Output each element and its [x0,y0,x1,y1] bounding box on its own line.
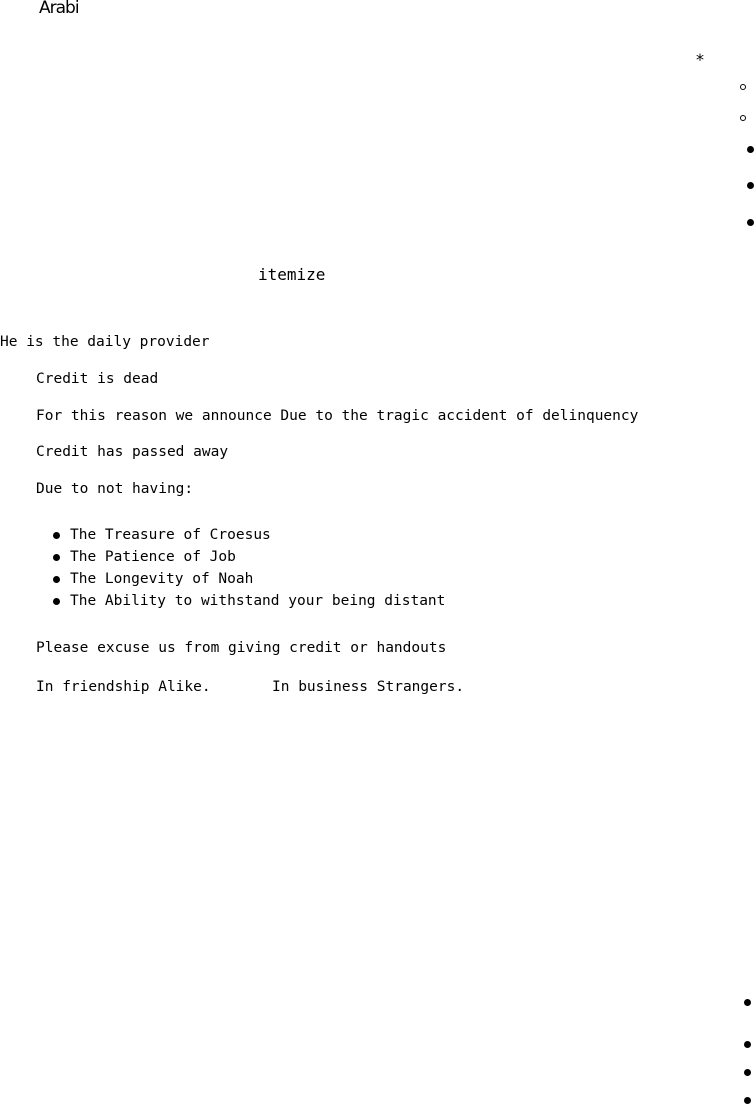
list-item [53,527,445,549]
bullet-icon [53,598,60,605]
margin-open-circle-icon [740,84,746,90]
document-heading: itemize [258,265,326,284]
closing-line: Please excuse us from giving credit or handouts [36,640,447,656]
list-item [53,571,445,593]
margin-bullet-icon [744,1069,751,1076]
margin-bullet-icon [747,182,754,189]
bullet-icon [53,576,60,583]
bullet-icon [53,532,60,539]
reasons-list [53,527,445,615]
list-item [53,549,445,571]
margin-open-circle-icon [740,115,746,121]
margin-bullet-icon [744,999,751,1006]
list-item [53,593,445,615]
signoff-right: In business Strangers. [272,679,465,695]
body-line: Credit is dead [36,371,159,387]
margin-bullet-icon [747,146,754,153]
margin-bullet-icon [747,219,754,226]
signoff-left: In friendship Alike. [36,679,211,695]
page-header: Arabi [39,0,79,18]
list-item-text: The Treasure of Croesus [70,527,271,543]
margin-bullet-icon [744,1097,751,1104]
body-line: Due to not having: [36,481,194,497]
body-line: For this reason we announce Due to the tragic accident of delinquency [36,408,639,424]
list-item-text: The Longevity of Noah [70,571,254,587]
margin-bullet-icon [744,1041,751,1048]
opening-line: He is the daily provider [0,334,210,350]
body-line: Credit has passed away [36,444,229,460]
margin-star-mark: * [696,50,704,69]
list-item-text: The Ability to withstand your being distant [70,593,446,609]
list-item-text: The Patience of Job [70,549,236,565]
bullet-icon [53,554,60,561]
